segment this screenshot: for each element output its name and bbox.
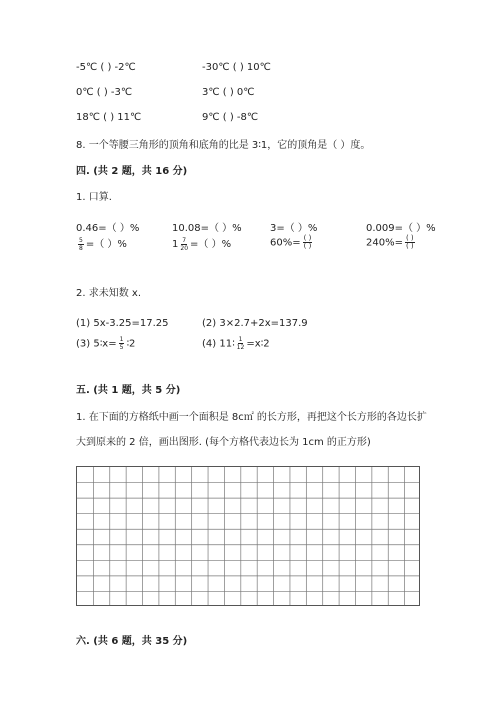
- oral-calc-5: $\frac{5}{8}$ =（ ）%: [79, 236, 127, 252]
- compare-row3-left: 18℃ ( ) 11℃: [76, 112, 142, 123]
- compare-row1-left: -5℃ ( ) -2℃: [76, 62, 136, 73]
- section6-title: 六. (共 6 题，共 35 分): [76, 636, 188, 647]
- question-8: 8. 一个等腰三角形的顶角和底角的比是 3∶1，它的顶角是（ ）度。: [76, 140, 371, 151]
- oral-calc-3: 3=（ ）%: [270, 223, 318, 234]
- equation-3: (3) 5∶x= $\frac{1}{5}$ ∶2: [76, 336, 136, 351]
- equation-1: (1) 5x-3.25=17.25: [76, 318, 169, 329]
- section4-title: 四. (共 2 题，共 16 分): [76, 166, 188, 177]
- q1-title: 1. 口算.: [76, 192, 112, 203]
- q2-title: 2. 求未知数 x.: [76, 288, 141, 299]
- oral-calc-8: 240%= $\frac{( )}{( )}$: [366, 234, 414, 250]
- fraction: $\frac{1}{12}$: [236, 336, 245, 351]
- oral-calc-7: 60%= $\frac{( )}{( )}$: [270, 234, 312, 250]
- compare-row2-right: 3℃ ( ) 0℃: [202, 87, 255, 98]
- grid-paper[interactable]: [76, 466, 420, 606]
- fraction: $\frac{5}{8}$: [79, 236, 83, 252]
- oral-calc-2: 10.08=（ ）%: [172, 223, 242, 234]
- compare-row2-left: 0℃ ( ) -3℃: [76, 87, 133, 98]
- fraction: $\frac{7}{20}$: [180, 236, 189, 252]
- section5-q1-line2: 大到原来的 2 倍，画出图形. (每个方格代表边长为 1cm 的正方形): [76, 437, 371, 448]
- compare-row3-right: 9℃ ( ) -8℃: [202, 112, 259, 123]
- oral-calc-1: 0.46=（ ）%: [76, 223, 140, 234]
- section5-q1-line1: 1. 在下面的方格纸中画一个面积是 8c㎡ 的长方形，再把这个长方形的各边长扩: [76, 412, 427, 423]
- oral-calc-4: 0.009=（ ）%: [366, 223, 436, 234]
- equation-4: (4) 11∶ $\frac{1}{12}$ =x∶2: [202, 336, 270, 351]
- equation-2: (2) 3×2.7+2x=137.9: [202, 318, 308, 329]
- fraction: $\frac{1}{5}$: [119, 336, 124, 351]
- fraction: $\frac{( )}{( )}$: [303, 234, 312, 250]
- grid-lines: [77, 467, 420, 606]
- fraction: $\frac{( )}{( )}$: [405, 234, 414, 250]
- compare-row1-right: -30℃ ( ) 10℃: [202, 62, 271, 73]
- section5-title: 五. (共 1 题，共 5 分): [76, 385, 181, 396]
- oral-calc-6: 1 $\frac{7}{20}$ =（ ）%: [172, 236, 232, 252]
